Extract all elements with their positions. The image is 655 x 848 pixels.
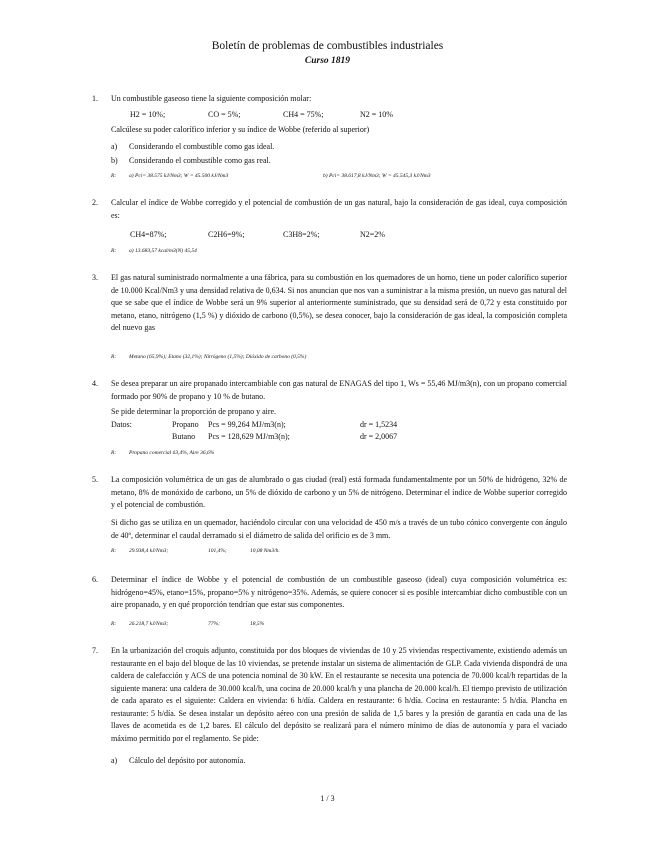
p2-comp-c2h6: C2H6=9%; <box>208 230 245 239</box>
problem-5-text-1: La composición volumétrica de un gas de alumbrado o gas ciudad (real) está formada fundamentalmente por un 50% de hidrógeno, 32% de metano, 8% de monóxido de carbono, un 5% de dióxido de carbono y un 5% de nitrógeno. Determinar el índice de Wobbe superior corregido y el potencial de combustión. <box>111 475 567 509</box>
p6-result-1: 26.218,7 kJ/Nm3; <box>129 621 169 627</box>
p1-comp-h2: H2 = 10%; <box>130 110 166 119</box>
p3-result: Metano (65,9%); Etano (32,1%); Nitrógeno (1,5%); Dióxido de carbono (0,5%) <box>129 354 307 360</box>
p4-butano-label: Butano <box>172 432 196 441</box>
problem-4-number: 4. <box>92 379 98 388</box>
p5-result-2: 101,4%; <box>208 548 227 554</box>
p5-result-mark: R: <box>111 548 117 554</box>
p1-comp-ch4: CH4 = 75%; <box>283 110 324 119</box>
p2-comp-ch4: CH4=87%; <box>130 230 167 239</box>
p4-butano-dr: dr = 2,0067 <box>360 432 398 441</box>
p6-result-2: 77%; <box>208 621 220 627</box>
p2-comp-c3h8: C3H8=2%; <box>283 230 320 239</box>
p1-b-text: Considerando el combustible como gas real. <box>129 156 271 165</box>
problem-3-number: 3. <box>92 273 98 282</box>
problem-2-number: 2. <box>92 198 98 207</box>
p6-result-3: 18,5% <box>250 621 265 627</box>
p7-a-text: Cálculo del depósito por autonomía. <box>129 756 246 765</box>
problem-7-number: 7. <box>92 646 98 655</box>
p1-a-text: Considerando el combustible como gas ideal. <box>129 142 275 151</box>
p1-a-mark: a) <box>111 142 118 151</box>
p1-comp-co: CO = 5%; <box>208 110 241 119</box>
p4-result: Propano comercial 63,4%, Aire 36,6% <box>129 450 215 456</box>
course-label: Curso 1819 <box>304 56 351 66</box>
p4-butano-pcs: Pcs = 128,629 MJ/m3(n); <box>208 432 290 441</box>
p6-result-mark: R: <box>111 621 117 627</box>
p1-b-mark: b) <box>111 156 118 165</box>
problem-6-number: 6. <box>92 575 98 584</box>
p3-result-mark: R: <box>111 354 117 360</box>
problem-1-intro: Un combustible gaseoso tiene la siguiente composición molar: <box>111 94 312 103</box>
problem-4-ask: Se pide determinar la proporción de propano y aire. <box>111 407 277 416</box>
p1-result-a: a) Pci= 38.575 kJ/Nm3; W = 45.500 kJ/Nm3 <box>129 173 229 179</box>
p2-result: a) 13.683,57 kcal/m3(N) 45,54 <box>129 248 197 254</box>
document-title: Boletín de problemas de combustibles industriales <box>211 40 444 52</box>
p4-propano-pcs: Pcs = 99,264 MJ/m3(n); <box>208 420 286 429</box>
p1-result-mark: R: <box>111 173 117 179</box>
p2-result-mark: R: <box>111 248 117 254</box>
p4-result-mark: R: <box>111 450 117 456</box>
p2-comp-n2: N2=2% <box>360 230 385 239</box>
p1-comp-n2: N2 = 10% <box>360 110 393 119</box>
p4-propano-label: Propano <box>172 420 199 429</box>
p1-result-b: b) Pci= 38.617,8 kJ/Nm3; W = 45.545,3 kJ/Nm3 <box>323 173 431 179</box>
problem-5-text-2: Si dicho gas se utiliza en un quemador, haciéndolo circular con una velocidad de 450 m/s a través de un tubo cónico convergente con ángulo de 40º, determinar el caudal derramado si el diámetro de salida del orificio es de 3 mm. <box>111 518 567 540</box>
problem-1-number: 1. <box>92 94 98 103</box>
problem-1-ask: Calcúlese su poder calorífico inferior y su índice de Wobbe (referido al superior) <box>111 125 370 134</box>
p7-a-mark: a) <box>111 756 118 765</box>
problem-6-text: Determinar el índice de Wobbe y el potencial de combustión de un combustible gaseoso (ideal) cuya composición volumétrica es: hidrógeno=45%, etano=15%, propano=5% y nitrógeno=35%. Además, se quiere conocer si es posible intercambiar dicho combustible con un aire propanado, y en qué proporción tendrían que estar sus componentes. <box>111 575 567 609</box>
p4-datos-label: Datos: <box>111 420 132 429</box>
p5-result-3: 10,08 Nm3/h. <box>250 548 280 554</box>
problem-7-text: En la urbanización del croquis adjunto, constituida por dos bloques de viviendas de 10 y 25 viviendas respectivamente, existiendo además un restaurante en el bajo del bloque de las 10 viviendas, se pretende instalar un sistema de alimentación de GLP. Cada vivienda dispondrá de una caldera de calefacción y ACS de una potencia nominal de 30 kW. En el restaurante se necesita una potencia de 70.000 kcal/h repartidas de la siguiente manera: una caldera de 30.000 kcal/h, una cocina de 20.000 kcal/h y una plancha de 20.000 kcal/h. El tiempo previsto de utilización de cada aparato es el siguiente: Caldera en vivienda: 6 h/día. Caldera en restaurante: 6 h/día. Cocina en restaurante: 5 h/día. Plancha en restaurante: 5 h/día. Se desea instalar un depósito aéreo con una presión de salida de 1,5 bares y la presión de garantía en cada una de las llaves de acometida es de 1,2 bares. El cálculo del depósito se realizará para el número mínimo de días de autonomía y para el vaciado máximo permitido por el reglamento. Se pide: <box>111 646 567 743</box>
problem-2-text: Calcular el índice de Wobbe corregido y el potencial de combustión de un gas natural, bajo la consideración de gas ideal, cuya composición es: <box>111 198 567 220</box>
problem-5-number: 5. <box>92 475 98 484</box>
page-number: 1 / 3 <box>320 794 335 803</box>
problem-4-text: Se desea preparar un aire propanado intercambiable con gas natural de ENAGAS del tipo 1, Ws = 55,46 MJ/m3(n), con un propano comercial formado por 90% de propano y 10 % de butano. <box>111 379 567 401</box>
p4-propano-dr: dr = 1,5234 <box>360 420 398 429</box>
p5-result-1: 29.938,4 kJ/Nm3; <box>129 548 169 554</box>
problem-3-text: El gas natural suministrado normalmente a una fábrica, para su combustión en los quemadores de un horno, tiene un poder calorífico superior de 10.000 Kcal/Nm3 y una densidad relativa de 0,634. Si nos anuncian que nos van a suministrar a la misma presión, un nuevo gas natural del que se sabe que el índice de Wobbe será un 9% superior al anteriormente suministrado, que su densidad será de 0,72 y esta constituido por metano, etano, nitrógeno (1,5 %) y dióxido de carbono (0,5%), se desea conocer, bajo la consideración de gas ideal, la composición completa del nuevo gas <box>111 273 567 332</box>
